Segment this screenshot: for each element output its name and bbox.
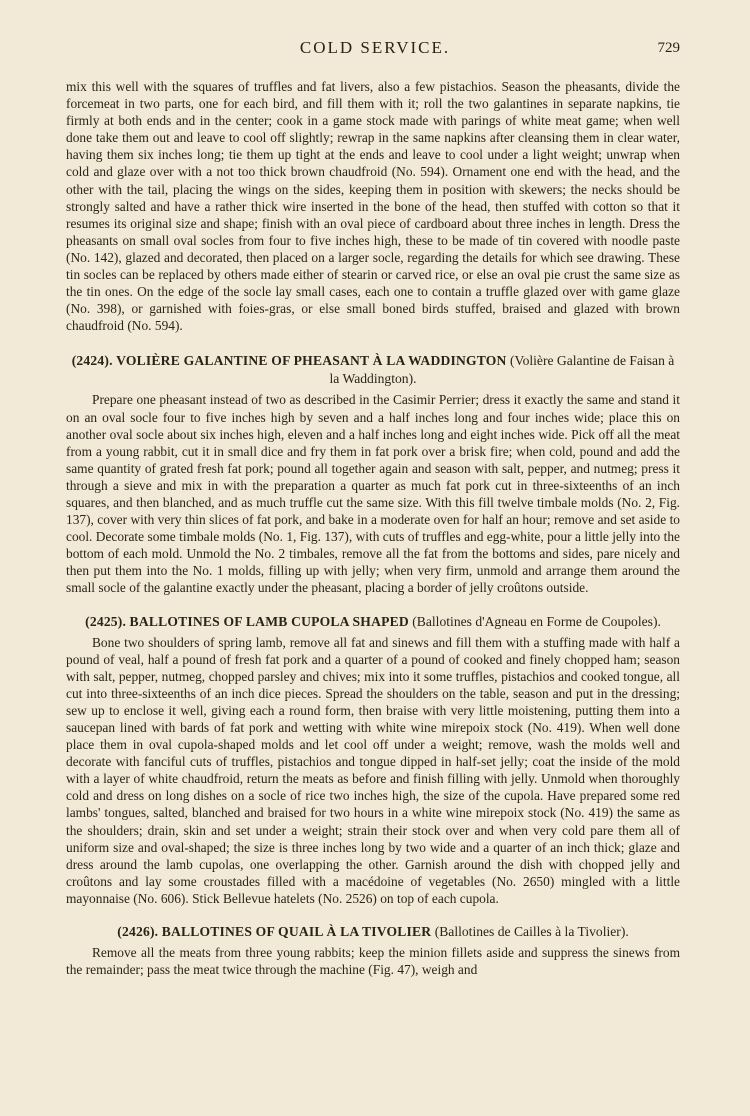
recipe-heading-2424	[66, 352, 680, 388]
recipe-number: (2426).	[117, 924, 159, 940]
recipe-subtitle: (Ballotines de Cailles à la Tivolier).	[434, 924, 629, 940]
recipe-title: BALLOTINES OF LAMB CUPOLA SHAPED	[129, 613, 409, 629]
recipe-title: VOLIÈRE GALANTINE OF PHEASANT À LA WADDINGTON	[116, 353, 507, 369]
recipe-heading-2425	[66, 613, 680, 631]
running-title: COLD SERVICE.	[299, 38, 451, 57]
recipe-heading-2426	[66, 923, 680, 941]
recipe-body-2425: Bone two shoulders of spring lamb, remove all fat and sinews and fill them with a stuffing made with half a pound of veal, half a pound of fresh fat pork and a quarter of a pound of cooked and finely chopped ham; season with salt, pepper, nutmeg, chopped parsley and chives; mix into it some truffles, pistachios and cooked tongue, all cut into three-sixteenths of an inch dice pieces. Spread the shoulders on the table, season and put in the dressing; sew up to enclose it well, giving each a round form, then braise with very little moistening, putting them into a saucepan lined with bards of fat pork and wetting with white wine mirepoix stock (No. 419). When well done place them in oval cupola-shaped molds and let cool off under a weight; remove, wash the molds well and decorate with fanciful cuts of truffles, pistachios and tongue dipped in half-set jelly; coat the inside of the mold with a layer of white chaudfroid, return the meats as before and finish filling with jelly. Unmold when thoroughly cold and dress on long dishes on a socle of rice two inches high, the size of the cupola. Have prepared some red lambs' tongues, salted, blanched and braised for two hours in a white wine mirepoix stock (No. 419) the same as the shoulders; drain, skin and set under a weight; strain their stock over and when very cold pare them all of uniform size and oval-shaped; the size is three inches long by two wide and a quarter of an inch thick; glaze and dress around the lamb cupolas, one overlapping the other. Garnish around the dish with chopped jelly and croûtons and lay some croustades filled with a macédoine of vegetables (No. 2650) mingled with a little mayonnaise (No. 606). Stick Bellevue hatelets (No. 2526) on top of each cupola.	[66, 634, 680, 906]
recipe-title: BALLOTINES OF QUAIL À LA TIVOLIER	[161, 924, 432, 940]
page-number: 729	[657, 40, 680, 56]
recipe-body-2424: Prepare one pheasant instead of two as described in the Casimir Perrier; dress it exactly the same and stand it on an oval socle four to five inches high by seven and a half inches long and four inches wide; place this on another oval socle about six inches high, eleven and a half inches long and eight inches wide. Pick off all the meat from a young rabbit, cut it in small dice and fry them in fat pork over a brisk fire; when cold, pound and add the same quantity of grated fresh fat pork; pound all together again and season with salt, pepper, and nutmeg; press it through a sieve and mix in with the preparation a quarter as much fat pork cut in three-sixteenths of an inch squares, and then blanched, and as much truffle cut the same size. With this fill twelve timbale molds (No. 2, Fig. 137), cover with very thin slices of fat pork, and bake in a moderate oven for half an hour; remove and set aside to cool. Decorate some timbale molds (No. 1, Fig. 137), with cuts of truffles and egg-white, pour a little jelly into the bottom of each mold. Unmold the No. 2 timbales, remove all the fat from the bottoms and sides, pare nicely and then put them into the No. 1 molds, filling up with jelly; when very firm, unmold and arrange them around the small socle of the galantine exactly under the pheasant, placing a border of jelly croûtons outside.	[66, 392, 680, 596]
recipe-subtitle: (Volière Galantine de Faisan à la Waddington).	[329, 353, 675, 387]
running-header	[0, 36, 750, 62]
recipe-number: (2424).	[71, 353, 113, 369]
continuation-paragraph: mix this well with the squares of truffles and fat livers, also a few pistachios. Season the pheasants, divide the forcemeat in two parts, one for each bird, and fill them with it; roll the two galantines in separate napkins, tie firmly at both ends and in the center; cook in a game stock made with parings of white meat game; when well done take them out and leave to cool off slightly; rewrap in the same napkins after cleansing them in clear water, having them six inches long; tie them up tight at the ends and leave to cool under a light weight; unwrap when cold and glaze over with a not too thick brown chaudfroid (No. 594). Ornament one end with the head, and the other with the tail, placing the wings on the sides, keeping them in position with skewers; the necks should be strongly salted and have a rather thick wire inserted in the bone of the head, then stuffed with cotton so that it resumes its original size and shape; finish with an oval piece of cardboard about three inches in length. Dress the pheasants on small oval socles from four to five inches high, these to be made of tin covered with noodle paste (No. 142), glazed and decorated, then placed on a larger socle, regarding the details for which see drawing. These tin socles can be replaced by others made either of stearin or carved rice, or else an oval pie crust the same size as the tin ones. On the edge of the socle lay small cases, each one to contain a truffle glazed over with game glaze (No. 398), or garnished with foies-gras, or else small boned birds stuffed, braised and glazed with brown chaudfroid (No. 594).	[66, 79, 680, 334]
recipe-body-2426: Remove all the meats from three young rabbits; keep the minion fillets aside and suppress the sinews from the remainder; pass the meat twice through the machine (Fig. 47), weigh and	[66, 945, 680, 978]
recipe-subtitle: (Ballotines d'Agneau en Forme de Coupoles).	[412, 613, 661, 629]
page-body	[66, 78, 680, 978]
recipe-number: (2425).	[85, 613, 127, 629]
